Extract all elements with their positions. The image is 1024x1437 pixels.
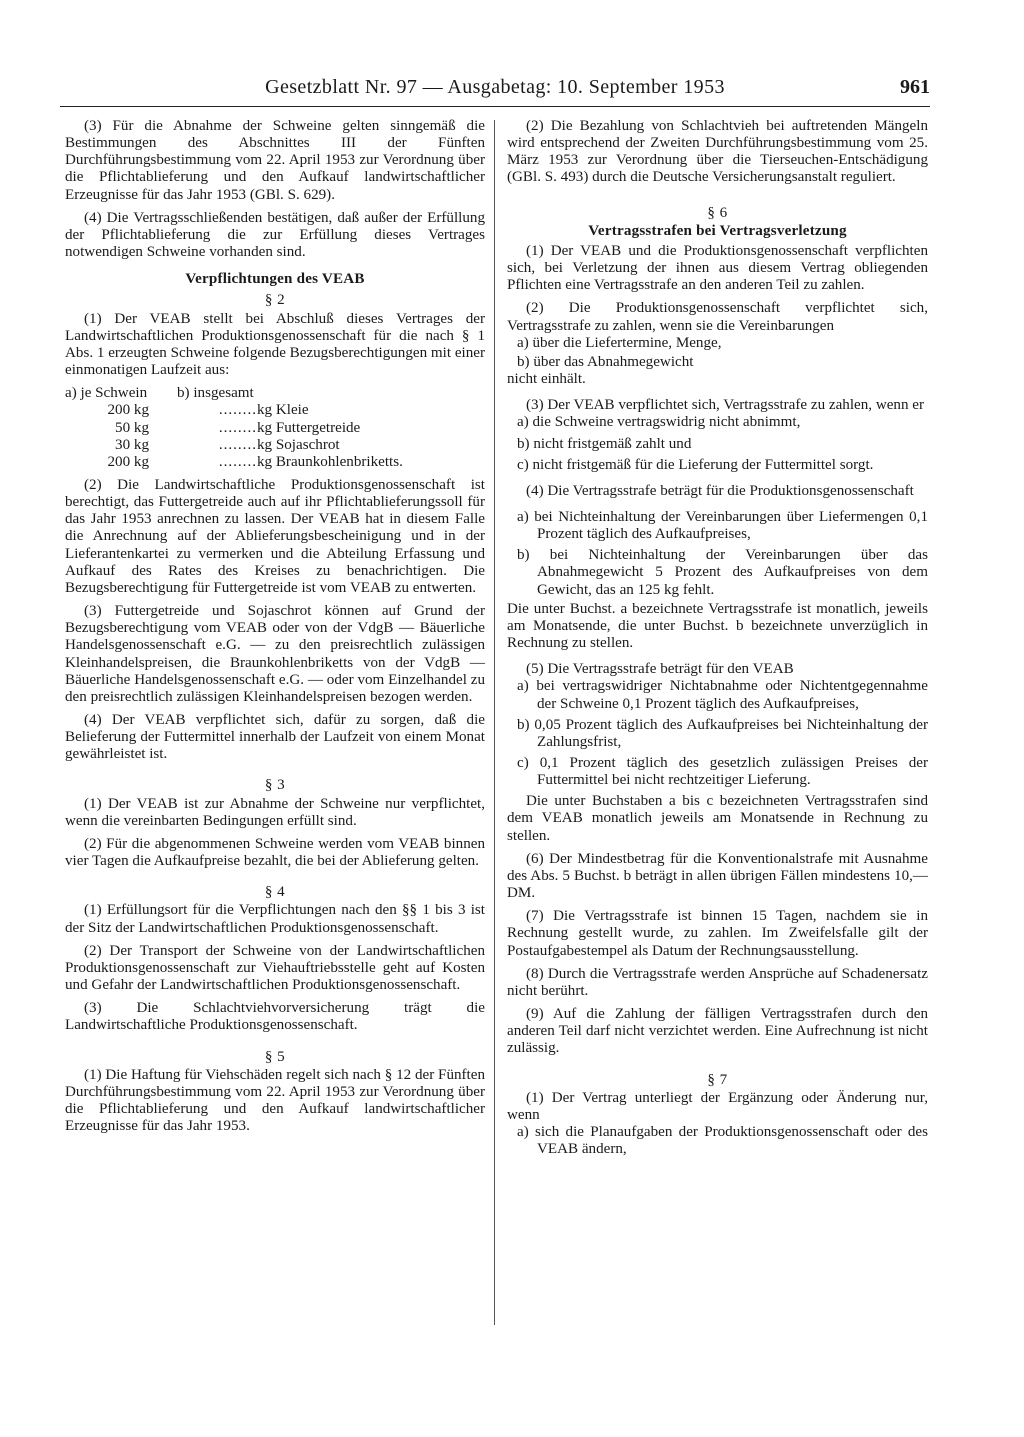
paragraph: (9) Auf die Zahlung der fälligen Vertragsstrafen durch den anderen Teil darf nicht verzichtet werden. Eine Aufrechnung ist nicht zulässig.: [507, 1006, 928, 1057]
table-header-a: a) je Schwein: [65, 385, 148, 402]
paragraph: (2) Die Bezahlung von Schlachtvieh bei auftretenden Mängeln wird entsprechend der Zweiten Durchführungsbestimmung vom 25. März 1953 zur Verordnung über die Tierseuchen-Entschädigung (GBl. S. 493) durch die Deutsche Versicherungsanstalt reguliert.: [507, 118, 928, 186]
section-number: § 3: [264, 777, 286, 794]
paragraph: (4) Die Vertragsschließenden bestätigen, daß außer der Erfüllung der Pflichtablieferung die zur Erfüllung dieses Vertrages notwendigen Schweine vorhanden sind.: [65, 209, 485, 261]
table-cell-item: kg Sojaschrot: [257, 436, 340, 453]
paragraph: (7) Die Vertragsstrafe ist binnen 15 Tagen, nachdem sie in Rechnung gestellt wurde, zu zahlen. Im Zweifelsfalle gilt der Postaufgabestempel als Datum der Rechnungsausstellung.: [507, 908, 928, 959]
paragraph: (1) Der Vertrag unterliegt der Ergänzung oder Änderung nur, wenn: [507, 1089, 928, 1123]
paragraph: (4) Die Vertragsstrafe beträgt für die Produktionsgenossenschaft: [526, 482, 914, 499]
paragraph: (3) Die Schlachtviehvorversicherung trägt die Landwirtschaftliche Produktionsgenossenschaft.: [65, 1000, 485, 1034]
paragraph: (3) Der VEAB verpflichtet sich, Vertragsstrafe zu zahlen, wenn er: [526, 397, 925, 414]
list-item: b) bei Nichteinhaltung der Vereinbarungen über das Abnahmegewicht 5 Prozent des Aufkaufpreises von dem Gewicht, das an 125 kg fehlt.: [517, 547, 928, 598]
header-title: Gesetzblatt Nr. 97 — Ausgabetag: 10. September 1953: [265, 76, 725, 98]
section-number: § 6: [707, 204, 728, 221]
paragraph: (3) Futtergetreide und Sojaschrot können auf Grund der Bezugsberechtigung vom VEAB oder von der VdgB — Bäuerliche Handelsgenossenschaft e.G. — zu den preisrechtlich zulässigen Kleinhandelspreisen, die Braunkohlenbriketts von der VdgB — Bäuerliche Handelsgenossenschaft e.G. — oder vom Einzelhandel zu den preisrechtlich zulässigen Kleinhandelspreisen bezogen werden.: [65, 603, 485, 705]
list-item: a) bei Nichteinhaltung der Vereinbarungen über Liefermengen 0,1 Prozent täglich des Aufkaufpreises,: [517, 508, 928, 543]
table-row: [65, 437, 403, 454]
column-divider: [494, 120, 495, 1325]
section-number: § 5: [264, 1048, 286, 1065]
table-row: [65, 454, 403, 471]
paragraph: (2) Die Produktionsgenossenschaft verpflichtet sich, Vertragsstrafe zu zahlen, wenn sie die Vereinbarungen: [507, 300, 928, 334]
right-column: [507, 118, 928, 1162]
table-cell-item: kg Braunkohlenbriketts.: [257, 453, 403, 470]
left-column: [65, 118, 485, 1141]
page-header: [60, 76, 930, 107]
entitlement-table: [65, 385, 403, 471]
table-row: [65, 402, 403, 419]
list-item: a) über die Liefertermine, Menge,: [517, 334, 722, 351]
section-heading-veab: Verpflichtungen des VEAB: [185, 271, 365, 288]
table-cell-dots: ........: [218, 419, 257, 436]
paragraph: Die unter Buchst. a bezeichnete Vertragsstrafe ist monatlich, jeweils am Monatsende, die unter Buchst. b bezeichnete unverzüglich in Rechnung zu stellen.: [507, 600, 928, 652]
paragraph: (2) Die Landwirtschaftliche Produktionsgenossenschaft ist berechtigt, das Futtergetreide auch auf ihr Pflichtablieferungssoll für das Jahr 1953 anrechnen zu lassen. Der VEAB hat in diesem Falle die Anrechnung auf der Ablieferungsbescheinigung und in der Lieferantenkartei zu vermerken und die Abteilung Erfassung und Aufkauf des Rates des Kreises zu benachrichtigen. Die Bezugsberechtigung für Futtergetreide ist vom VEAB zu entwerten.: [65, 476, 485, 596]
list-item: b) 0,05 Prozent täglich des Aufkaufpreises bei Nichteinhaltung der Zahlungsfrist,: [517, 716, 928, 750]
list-item: a) die Schweine vertragswidrig nicht abnimmt,: [517, 414, 801, 431]
section-number: § 2: [264, 292, 286, 309]
paragraph: (8) Durch die Vertragsstrafe werden Ansprüche auf Schadenersatz nicht berührt.: [507, 965, 928, 999]
paragraph: (2) Der Transport der Schweine von der Landwirtschaftlichen Produktionsgenossenschaft zur Viehauftriebsstelle geht auf Kosten und Gefahr der Landwirtschaftlichen Produktionsgenossenschaft.: [65, 942, 485, 994]
table-cell-dots: ........: [218, 453, 257, 470]
list-item: b) über das Abnahmegewicht: [517, 353, 694, 370]
paragraph: (1) Der VEAB ist zur Abnahme der Schweine nur verpflichtet, wenn die vereinbarten Bedingungen erfüllt sind.: [65, 795, 485, 829]
paragraph: (1) Der VEAB stellt bei Abschluß dieses Vertrages der Landwirtschaftlichen Produktionsgenossenschaft für die nach § 1 Abs. 1 erzeugten Schweine folgende Bezugsberechtigungen mit einer einmonatigen Laufzeit aus:: [65, 310, 485, 379]
section-number: § 4: [264, 884, 286, 901]
list-item: a) sich die Planaufgaben der Produktionsgenossenschaft oder des VEAB ändern,: [517, 1123, 928, 1158]
section-number: § 7: [707, 1071, 728, 1088]
list-item: a) bei vertragswidriger Nichtabnahme oder Nichtentgegennahme der Schweine 0,1 Prozent täglich des Aufkaufpreises,: [517, 678, 928, 712]
table-cell-dots: ........: [218, 436, 257, 453]
paragraph: (6) Der Mindestbetrag für die Konventionalstrafe mit Ausnahme des Abs. 5 Buchst. b beträgt in allen übrigen Fällen mindestens 10,— DM.: [507, 850, 928, 902]
section-heading-strafen: Vertragsstrafen bei Vertragsverletzung: [588, 222, 847, 239]
list-item: b) nicht fristgemäß zahlt und: [517, 435, 692, 452]
paragraph: nicht einhält.: [507, 371, 586, 388]
paragraph: (5) Die Vertragsstrafe beträgt für den VEAB: [526, 661, 794, 678]
table-cell-amount: 50 kg: [115, 419, 149, 436]
table-cell-item: kg Kleie: [257, 402, 309, 419]
list-item: c) 0,1 Prozent täglich des gesetzlich zulässigen Preises der Futtermittel bei nicht rechtzeitiger Lieferung.: [517, 755, 928, 789]
page-number: 961: [900, 76, 930, 98]
table-cell-amount: 200 kg: [107, 402, 149, 419]
table-cell-item: kg Futtergetreide: [257, 419, 361, 436]
table-header-row: [65, 385, 403, 402]
paragraph: (1) Die Haftung für Viehschäden regelt sich nach § 12 der Fünften Durchführungsbestimmung vom 22. April 1953 zur Verordnung über die Pflichtablieferung und den Aufkauf landwirtschaftlicher Erzeugnisse für das Jahr 1953.: [65, 1066, 485, 1135]
paragraph: (1) Erfüllungsort für die Verpflichtungen nach den §§ 1 bis 3 ist der Sitz der Landwirtschaftlichen Produktionsgenossenschaft.: [65, 902, 485, 936]
paragraph: (4) Der VEAB verpflichtet sich, dafür zu sorgen, daß die Belieferung der Futtermittel innerhalb der Laufzeit von einem Monat gewährleistet ist.: [65, 712, 485, 763]
table-cell-amount: 200 kg: [107, 453, 149, 470]
paragraph: (1) Der VEAB und die Produktionsgenossenschaft verpflichten sich, bei Verletzung der ihnen aus diesem Vertrag obliegenden Pflichten eine Vertragsstrafe an den anderen Teil zu zahlen.: [507, 242, 928, 294]
table-cell-dots: ........: [218, 402, 257, 419]
table-cell-amount: 30 kg: [115, 436, 149, 453]
table-header-b: b) insgesamt: [177, 385, 254, 402]
paragraph: Die unter Buchstaben a bis c bezeichneten Vertragsstrafen sind dem VEAB monatlich jeweils am Monatsende in Rechnung zu stellen.: [507, 793, 928, 844]
table-row: [65, 420, 403, 437]
paragraph: (2) Für die abgenommenen Schweine werden vom VEAB binnen vier Tagen die Aufkaufpreise bezahlt, die bei der Ablieferung gelten.: [65, 835, 485, 870]
list-item: c) nicht fristgemäß für die Lieferung der Futtermittel sorgt.: [517, 456, 874, 473]
paragraph: (3) Für die Abnahme der Schweine gelten sinngemäß die Bestimmungen des Abschnittes III der Fünften Durchführungsbestimmung vom 22. April 1953 zur Verordnung über die Pflichtablieferung und den Aufkauf landwirtschaftlicher Erzeugnisse für das Jahr 1953 (GBl. S. 629).: [65, 118, 485, 203]
